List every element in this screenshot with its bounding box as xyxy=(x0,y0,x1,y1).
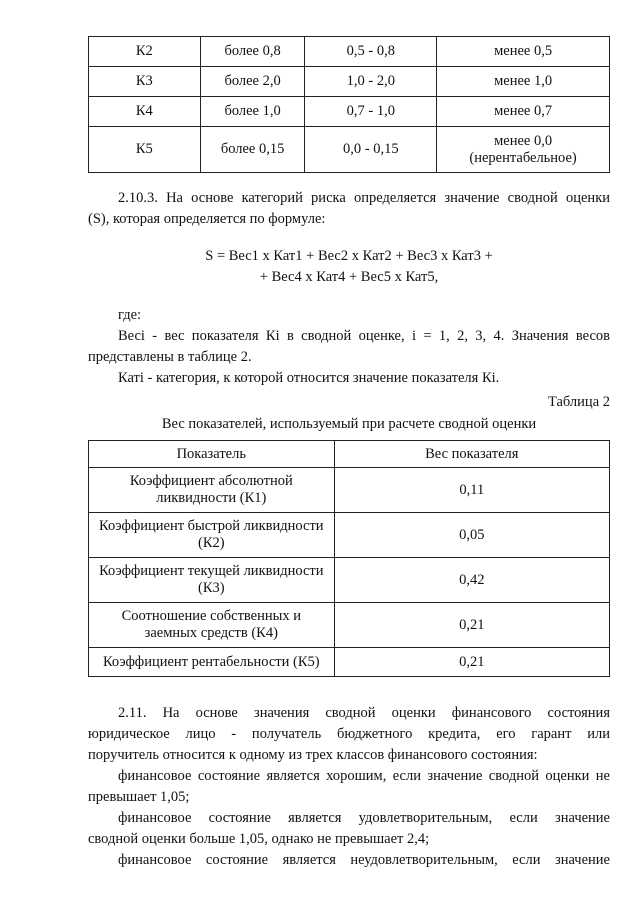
paragraph-2-10-3-line2: (S), которая определяется по формуле: xyxy=(88,211,326,227)
weights-definition-line1: Весi - вес показателя Кi в сводной оценке, i = 1, 2, 3, 4. Значения весов xyxy=(118,328,610,344)
paragraph-2-11-line3: поручитель относится к одному из трех классов финансового состояния: xyxy=(88,747,538,763)
table-cell: 0,0 - 0,15 xyxy=(305,127,437,173)
table-cell: К3 xyxy=(89,67,201,97)
cell-line: (К3) xyxy=(197,580,225,596)
table-row xyxy=(89,97,610,127)
paragraph-2-11-line1: 2.11. На основе значения сводной оценки финансового состояния xyxy=(118,705,610,721)
formula-line2: + Вес4 x Кат4 + Вес5 x Кат5, xyxy=(259,269,439,285)
table-cell: 0,42 xyxy=(334,558,609,603)
table-cell: К2 xyxy=(89,37,201,67)
cell-line: Коэффициент абсолютной xyxy=(129,473,293,489)
table-cell: 0,7 - 1,0 xyxy=(305,97,437,127)
table-cell: 0,5 - 0,8 xyxy=(305,37,437,67)
table-row xyxy=(89,67,610,97)
paragraph-2-11-line2: юридическое лицо - получатель бюджетного кредита, его гарант или xyxy=(88,726,610,742)
class-satisfactory-line2: сводной оценки больше 1,05, однако не превышает 2,4; xyxy=(88,831,430,847)
cell-line: Коэффициент быстрой ликвидности xyxy=(99,518,324,534)
category-definition: Катi - категория, к которой относится значение показателя Кi. xyxy=(118,370,500,386)
table-cell xyxy=(89,468,335,513)
cell-line: (К2) xyxy=(197,535,225,551)
weights-definition-line2: представлены в таблице 2. xyxy=(88,349,252,365)
table-cell xyxy=(89,558,335,603)
table-cell: менее 1,0 xyxy=(437,67,610,97)
table-cell: 0,11 xyxy=(334,468,609,513)
table-cell xyxy=(89,513,335,558)
table-cell: Коэффициент рентабельности (К5) xyxy=(89,648,335,677)
class-unsatisfactory-line1: финансовое состояние является неудовлетворительным, если значение xyxy=(118,852,610,868)
class-satisfactory-line1: финансовое состояние является удовлетворительным, если значение xyxy=(118,810,610,826)
cell-line: Соотношение собственных и xyxy=(121,608,301,624)
table-cell: более 1,0 xyxy=(200,97,305,127)
table-cell: 0,05 xyxy=(334,513,609,558)
table-cell xyxy=(437,127,610,173)
table-row xyxy=(89,468,610,513)
table-row xyxy=(89,127,610,173)
table-cell: менее 0,5 xyxy=(437,37,610,67)
table2-label: Таблица 2 xyxy=(547,394,610,410)
weights-table xyxy=(88,440,610,677)
cell-line: менее 0,0 xyxy=(494,132,553,149)
table-row xyxy=(89,513,610,558)
table-row xyxy=(89,558,610,603)
table-cell: более 2,0 xyxy=(200,67,305,97)
cell-line: заемных средств (К4) xyxy=(144,625,278,641)
table-cell: 1,0 - 2,0 xyxy=(305,67,437,97)
table-row xyxy=(89,37,610,67)
table-cell: менее 0,7 xyxy=(437,97,610,127)
formula-line1: S = Вес1 x Кат1 + Вес2 x Кат2 + Вес3 x Кат3 + xyxy=(205,248,493,264)
table-cell: К4 xyxy=(89,97,201,127)
cell-line: ликвидности (К1) xyxy=(156,490,267,506)
class-good-line2: превышает 1,05; xyxy=(88,789,190,805)
column-header: Вес показателя xyxy=(334,441,609,468)
table-cell: более 0,8 xyxy=(200,37,305,67)
table-header-row xyxy=(89,441,610,468)
table-cell: 0,21 xyxy=(334,603,609,648)
risk-category-table xyxy=(88,36,610,173)
table-cell xyxy=(89,603,335,648)
column-header: Показатель xyxy=(89,441,335,468)
where-label: где: xyxy=(118,307,142,323)
paragraph-2-10-3-line1: 2.10.3. На основе категорий риска определяется значение сводной оценки xyxy=(118,190,610,206)
table-cell: К5 xyxy=(89,127,201,173)
table-cell: 0,21 xyxy=(334,648,609,677)
table-row xyxy=(89,648,610,677)
table-cell: более 0,15 xyxy=(200,127,305,173)
cell-line: (нерентабельное) xyxy=(469,149,577,166)
class-good-line1: финансовое состояние является хорошим, если значение сводной оценки не xyxy=(118,768,610,784)
table-row xyxy=(89,603,610,648)
cell-line: Коэффициент текущей ликвидности xyxy=(99,563,324,579)
table2-title: Вес показателей, используемый при расчете сводной оценки xyxy=(161,416,537,432)
